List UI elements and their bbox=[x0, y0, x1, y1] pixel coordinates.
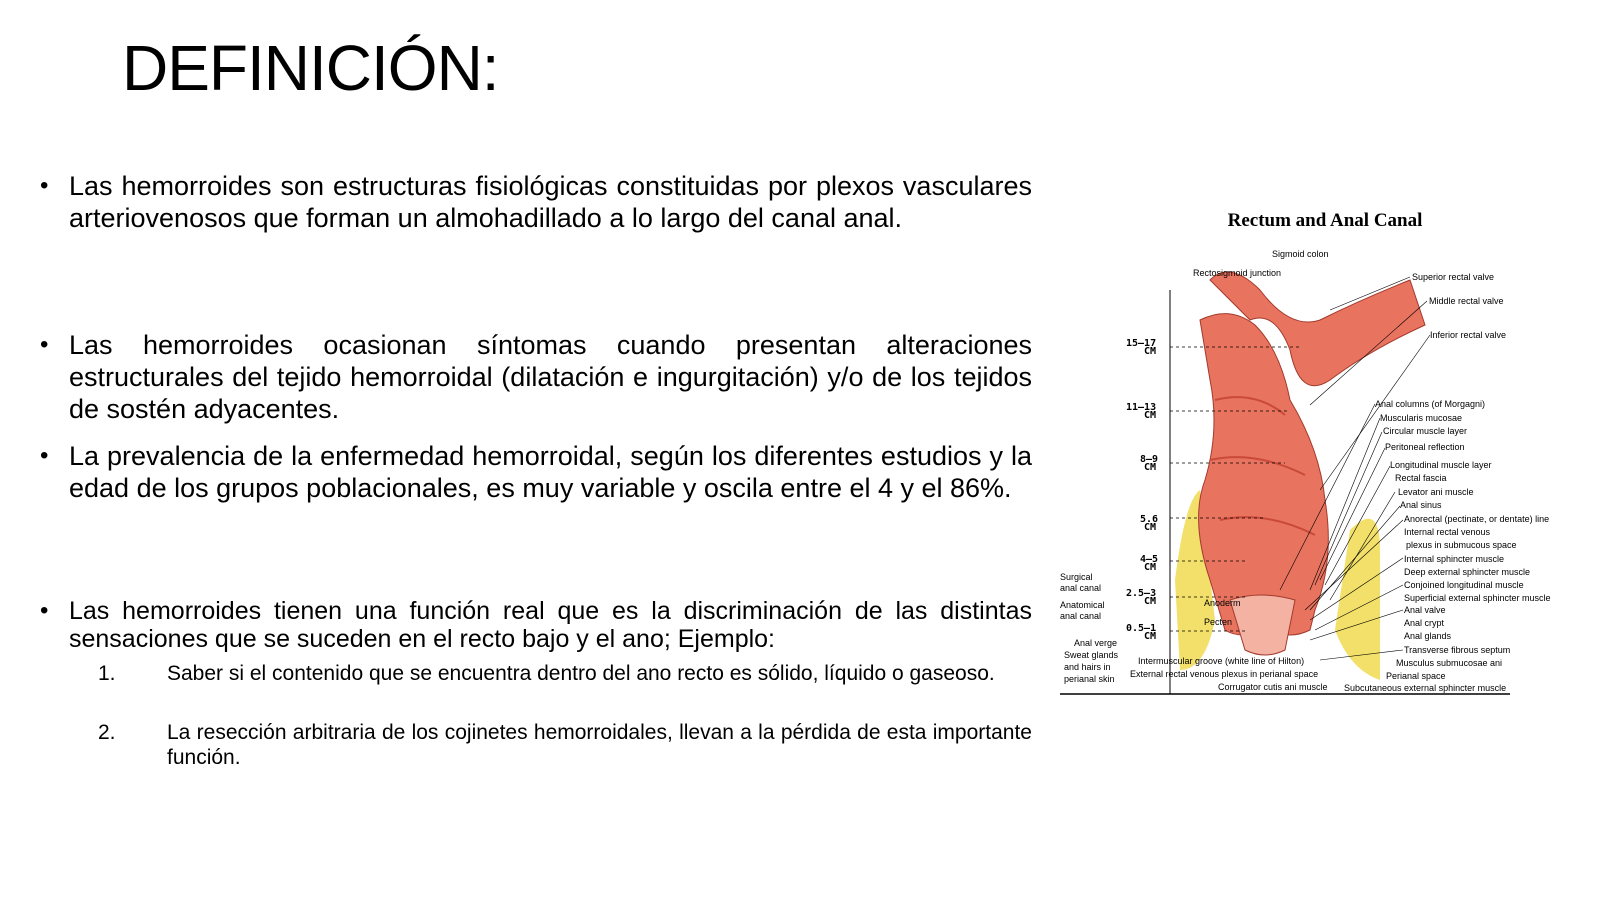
item-number: 2. bbox=[98, 721, 116, 744]
figure-left-label: Sweat glands bbox=[1064, 650, 1119, 660]
figure-bottom-label: Corrugator cutis ani muscle bbox=[1218, 682, 1328, 692]
figure-right-label: Subcutaneous external sphincter muscle bbox=[1344, 683, 1507, 693]
distance-unit: CM bbox=[1144, 562, 1157, 573]
distance-marker: 2.5–3 bbox=[1126, 588, 1157, 599]
figure-bottom-label: Intermuscular groove (white line of Hilton) bbox=[1138, 656, 1305, 666]
numbered-item bbox=[98, 720, 1032, 770]
bullet-item bbox=[40, 440, 1032, 504]
right-label-layer bbox=[1080, 200, 1600, 720]
distance-marker: 11–13 bbox=[1126, 402, 1157, 413]
bullet-text: Las hemorroides ocasionan síntomas cuando presentan alteraciones estructurales del tejido hemorroidal (dilatación e ingurgitación) y/o de los tejidos de sostén adyacentes. bbox=[69, 330, 1032, 424]
distance-unit: CM bbox=[1144, 410, 1157, 421]
figure-left-label: Anal verge bbox=[1074, 638, 1118, 648]
distance-marker: 4–5 bbox=[1140, 554, 1159, 565]
label-anoderm: Anoderm bbox=[1204, 598, 1241, 608]
figure-right-label: Anal glands bbox=[1404, 631, 1452, 641]
figure-right-label: Internal sphincter muscle bbox=[1404, 554, 1505, 564]
figure-right-label: Musculus submucosae ani bbox=[1396, 658, 1503, 668]
figure-right-label: Internal rectal venous bbox=[1404, 527, 1491, 537]
figure-right-label: Anorectal (pectinate, or dentate) line bbox=[1404, 514, 1550, 524]
bullet-text: Las hemorroides son estructuras fisiológicas constituidas por plexos vasculares arteriovenosos que forman un almohadillado a lo largo del canal anal. bbox=[69, 171, 1032, 233]
figure-right-label: Anal valve bbox=[1404, 605, 1446, 615]
figure-right-label: Anal columns (of Morgagni) bbox=[1375, 399, 1486, 409]
distance-unit: CM bbox=[1144, 631, 1157, 642]
figure-right-label: Superficial external sphincter muscle bbox=[1404, 593, 1551, 603]
numbered-item bbox=[98, 661, 1032, 686]
bullet-item bbox=[40, 170, 1032, 234]
figure-right-label: Perianal space bbox=[1386, 671, 1446, 681]
figure-right-label: Anal crypt bbox=[1404, 618, 1445, 628]
figure-left-label: and hairs in bbox=[1064, 662, 1111, 672]
bullet-marker: • bbox=[40, 331, 49, 358]
figure-right-label: Deep external sphincter muscle bbox=[1404, 567, 1531, 577]
slide-title: DEFINICIÓN: bbox=[122, 32, 499, 104]
figure-left-label: anal canal bbox=[1060, 611, 1102, 621]
distance-unit: CM bbox=[1144, 462, 1157, 473]
item-number: 1. bbox=[98, 662, 116, 685]
figure-bottom-label: External rectal venous plexus in perianal space bbox=[1130, 669, 1319, 679]
figure-right-label: Levator ani muscle bbox=[1398, 487, 1474, 497]
bullet-marker: • bbox=[40, 597, 49, 624]
figure-left-label: perianal skin bbox=[1064, 674, 1115, 684]
distance-marker: 5.6 bbox=[1140, 514, 1159, 525]
bullet-text: La prevalencia de la enfermedad hemorroidal, según los diferentes estudios y la edad de los grupos poblacionales, es muy variable y oscila entre el 4 y el 86%. bbox=[69, 441, 1032, 503]
figure-right-label: Transverse fibrous septum bbox=[1404, 645, 1511, 655]
distance-marker: 8–9 bbox=[1140, 454, 1159, 465]
figure-right-label: Anal sinus bbox=[1400, 500, 1442, 510]
figure-right-label: Rectal fascia bbox=[1395, 473, 1447, 483]
item-text: Saber si el contenido que se encuentra dentro del ano recto es sólido, líquido o gaseoso. bbox=[167, 662, 995, 685]
bullet-item bbox=[40, 329, 1032, 425]
bullet-marker: • bbox=[40, 442, 49, 469]
figure-right-label: Circular muscle layer bbox=[1383, 426, 1468, 436]
figure-right-label: Conjoined longitudinal muscle bbox=[1404, 580, 1524, 590]
figure-left-label: Anatomical bbox=[1060, 600, 1105, 610]
bullet-text: Las hemorroides tienen una función real que es la discriminación de las distintas sensaciones que se suceden en el recto bajo y el ano; Ejemplo: bbox=[69, 597, 1032, 653]
rectum-anal-canal-diagram bbox=[1060, 200, 1600, 720]
bullet-item bbox=[40, 597, 1032, 653]
figure-title: Rectum and Anal Canal bbox=[1227, 210, 1423, 231]
figure-left-label: anal canal bbox=[1060, 583, 1102, 593]
distance-unit: CM bbox=[1144, 346, 1157, 357]
figure-right-label: Superior rectal valve bbox=[1412, 272, 1495, 282]
label-rectosigmoid-junction: Rectosigmoid junction bbox=[1193, 268, 1282, 278]
figure-right-label: Muscularis mucosae bbox=[1380, 413, 1463, 423]
item-text: La resección arbitraria de los cojinetes hemorroidales, llevan a la pérdida de esta importante función. bbox=[167, 721, 1032, 769]
figure-right-label: Middle rectal valve bbox=[1429, 296, 1504, 306]
figure-right-label: Longitudinal muscle layer bbox=[1390, 460, 1492, 470]
distance-unit: CM bbox=[1144, 596, 1157, 607]
distance-unit: CM bbox=[1144, 522, 1157, 533]
distance-marker: 0.5–1 bbox=[1126, 623, 1157, 634]
distance-marker: 15–17 bbox=[1126, 338, 1157, 349]
bullet-marker: • bbox=[40, 172, 49, 199]
label-pecten: Pecten bbox=[1204, 617, 1233, 627]
figure-left-label: Surgical bbox=[1060, 572, 1093, 582]
figure-right-label: Peritoneal reflection bbox=[1385, 442, 1465, 452]
figure-right-label: plexus in submucous space bbox=[1406, 540, 1517, 550]
label-sigmoid-colon: Sigmoid colon bbox=[1272, 249, 1329, 259]
figure-right-label: Inferior rectal valve bbox=[1430, 330, 1507, 340]
